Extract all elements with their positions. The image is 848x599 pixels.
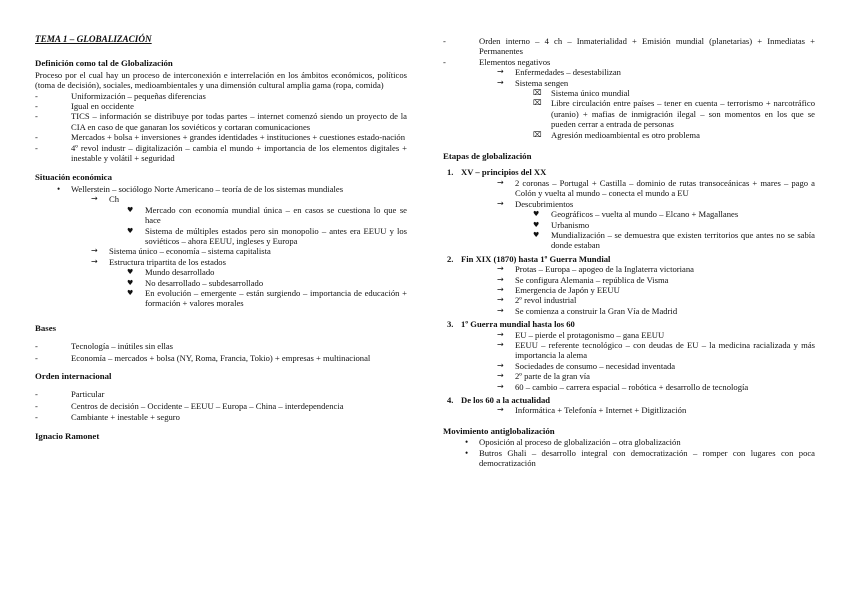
- ramonet-heading: Ignacio Ramonet: [35, 430, 100, 441]
- list-item: - Orden interno – 4 ch – Inmaterialidad + Emisión mundial (planetarias) + Inmediatas + Permanentes: [443, 36, 815, 57]
- stage-arrow-list: [461, 405, 815, 415]
- list-item: - Mercados + bolsa + inversiones + grandes identidades + instituciones + cuestiones estado-nación: [35, 132, 407, 142]
- list-item: → Enfermedades – desestabilizan: [497, 67, 815, 77]
- list-item: ⌧ Agresión medioambiental es otro problema: [533, 130, 815, 140]
- list-item: - TICS – información se distribuye por todas partes – internet comenzó siendo un proyecto de la CIA en caso de que ganaran los soviéticos y cortaran comunicaciones: [35, 111, 407, 132]
- list-item: [497, 199, 815, 251]
- ch-list: [109, 205, 407, 247]
- stage-number: 2.: [447, 253, 454, 264]
- arrow-item-text: Estructura tripartita de los estados: [109, 256, 226, 267]
- list-item: → Protas – Europa – apogeo de la Inglaterra victoriana: [497, 264, 815, 274]
- descubrimientos-list: [515, 209, 815, 251]
- list-item: → 2º revol industrial: [497, 295, 815, 305]
- list-item: • Wellerstein – sociólogo Norte Americano – teoría de de los sistemas mundiales: [35, 184, 407, 194]
- list-item: [91, 194, 407, 246]
- list-item: → 2º parte de la gran vía: [497, 371, 815, 381]
- orden-list: [35, 389, 407, 422]
- sistema-list: [515, 88, 815, 140]
- list-item: → Se configura Alemania – república de Visma: [497, 275, 815, 285]
- document-title: TEMA 1 – GLOBALIZACIÓN: [35, 34, 152, 44]
- situacion-heading: Situación económica: [35, 172, 112, 183]
- list-item: → Emergencia de Japón y EEUU: [497, 285, 815, 295]
- left-column: [35, 34, 407, 442]
- stage-arrow-list: [461, 178, 815, 251]
- stage-number: 4.: [447, 395, 454, 405]
- stage-item: [443, 395, 815, 416]
- list-item: - Uniformización – pequeñas diferencias: [35, 91, 407, 101]
- etapas-list: [443, 167, 815, 415]
- orden-heading: Orden internacional: [35, 370, 112, 381]
- list-item: - Particular: [35, 389, 407, 399]
- estados-list: [109, 267, 407, 309]
- stage-item: [443, 319, 815, 392]
- list-item: • Oposición al proceso de globalización – otra globalización: [443, 437, 815, 447]
- situacion-bullet-list: [35, 184, 407, 194]
- definicion-text: Proceso por el cual hay un proceso de interconexión e interrelación en los ámbitos económicos, políticos (toma de decisión), sociales, medioambientales y una dimensión cultural amplia gama (ropa, comida): [35, 69, 407, 91]
- list-item: → 60 – cambio – carrera espacial – robótica + desarrollo de tecnología: [497, 382, 815, 392]
- stage-title: XV – principios del XX: [461, 167, 547, 178]
- movimiento-list: [443, 437, 815, 468]
- list-item: → Sociedades de consumo – necesidad inventada: [497, 361, 815, 371]
- stage-title: 1º Guerra mundial hasta los 60: [461, 319, 575, 330]
- stage-number: 1.: [447, 167, 454, 178]
- list-item: • Butros Ghali – desarrollo integral con democratización – romper con lugares con poca democratización: [443, 448, 815, 469]
- stage-title: De los 60 a la actualidad: [461, 395, 551, 405]
- list-item: → Se comienza a construir la Gran Vía de Madrid: [497, 306, 815, 316]
- arrow-item-text: Descubrimientos: [515, 198, 574, 209]
- stage-item: [443, 167, 815, 250]
- list-item: - Cambiante + inestable + seguro: [35, 412, 407, 422]
- list-item: ♥ Sistema de múltiples estados pero sin monopolio – antes era EEUU y los soviéticos – ahora EEUU, ingleses y Europa: [127, 226, 407, 247]
- stage-number: 3.: [447, 319, 454, 330]
- arrow-item-text: Sistema sengen: [515, 77, 569, 88]
- list-item: → Sistema único – economía – sistema capitalista: [91, 246, 407, 256]
- list-item: - Tecnología – inútiles sin ellas: [35, 341, 407, 351]
- list-item: - Igual en occidente: [35, 101, 407, 111]
- movimiento-heading: Movimiento antiglobalización: [443, 425, 555, 436]
- list-item: - Economía – mercados + bolsa (NY, Roma, Francia, Tokio) + empresas + multinacional: [35, 353, 407, 363]
- list-item: ⌧ Libre circulación entre países – tener en cuenta – terrorismo + narcotráfico (uranio) + mafias de inmigración ilegal – son momentos en los que se pueden cerrar a entrada de personas: [533, 98, 815, 129]
- list-item: - 4º revol industr – digitalización – cambia el mundo + importancia de los elementos digitales + inestable y volátil + seguridad: [35, 143, 407, 164]
- list-item: ♥ Mercado con economía mundial única – en casos se cuestiona lo que se hace: [127, 205, 407, 226]
- list-item: → Informática + Telefonía + Internet + Digitlización: [497, 405, 815, 415]
- list-item: - Centros de decisión – Occidente – EEUU – Europa – China – interdependencia: [35, 401, 407, 411]
- right-column: [443, 36, 815, 468]
- list-item: ♥ En evolución – emergente – están surgiendo – importancia de educación + formación + valores morales: [127, 288, 407, 309]
- list-item: [91, 257, 407, 309]
- list-item: ♥ Mundialización – se demuestra que existen territorios que antes no se sabía donde estaban: [533, 230, 815, 251]
- list-item: ♥ Mundo desarrollado: [127, 267, 407, 277]
- list-item-text: Elementos negativos: [479, 56, 551, 67]
- arrow-item-text: Ch: [109, 194, 120, 205]
- list-item: ♥ Geográficos – vuelta al mundo – Elcano + Magallanes: [533, 209, 815, 219]
- list-item: → EEUU – referente tecnológico – con deudas de EU – la medicina racializada y más importancia la alema: [497, 340, 815, 361]
- list-item: → 2 coronas – Portugal + Castilla – dominio de rutas transoceánicas + mares – pago a Colón y vuelta al mundo – conecta el mundo a EU: [497, 178, 815, 199]
- list-item: → EU – pierde el protagonismo – gana EEUU: [497, 330, 815, 340]
- stage-title: Fin XIX (1870) hasta 1º Guerra Mundial: [461, 253, 611, 264]
- ramonet-list: [443, 36, 815, 140]
- list-item: [497, 78, 815, 140]
- list-item: ⌧ Sistema único mundial: [533, 88, 815, 98]
- list-item: ♥ Urbanismo: [533, 220, 815, 230]
- situacion-arrow-list: [35, 194, 407, 308]
- stage-arrow-list: [461, 330, 815, 392]
- bases-heading: Bases: [35, 322, 57, 333]
- definicion-heading: Definición como tal de Globalización: [35, 58, 173, 69]
- definicion-list: [35, 91, 407, 164]
- stage-arrow-list: [461, 264, 815, 316]
- etapas-heading: Etapas de globalización: [443, 151, 532, 162]
- list-item: ♥ No desarrollado – subdesarrollado: [127, 278, 407, 288]
- list-item: [443, 57, 815, 140]
- negativos-list: [479, 67, 815, 140]
- bases-list: [35, 341, 407, 363]
- stage-item: [443, 254, 815, 316]
